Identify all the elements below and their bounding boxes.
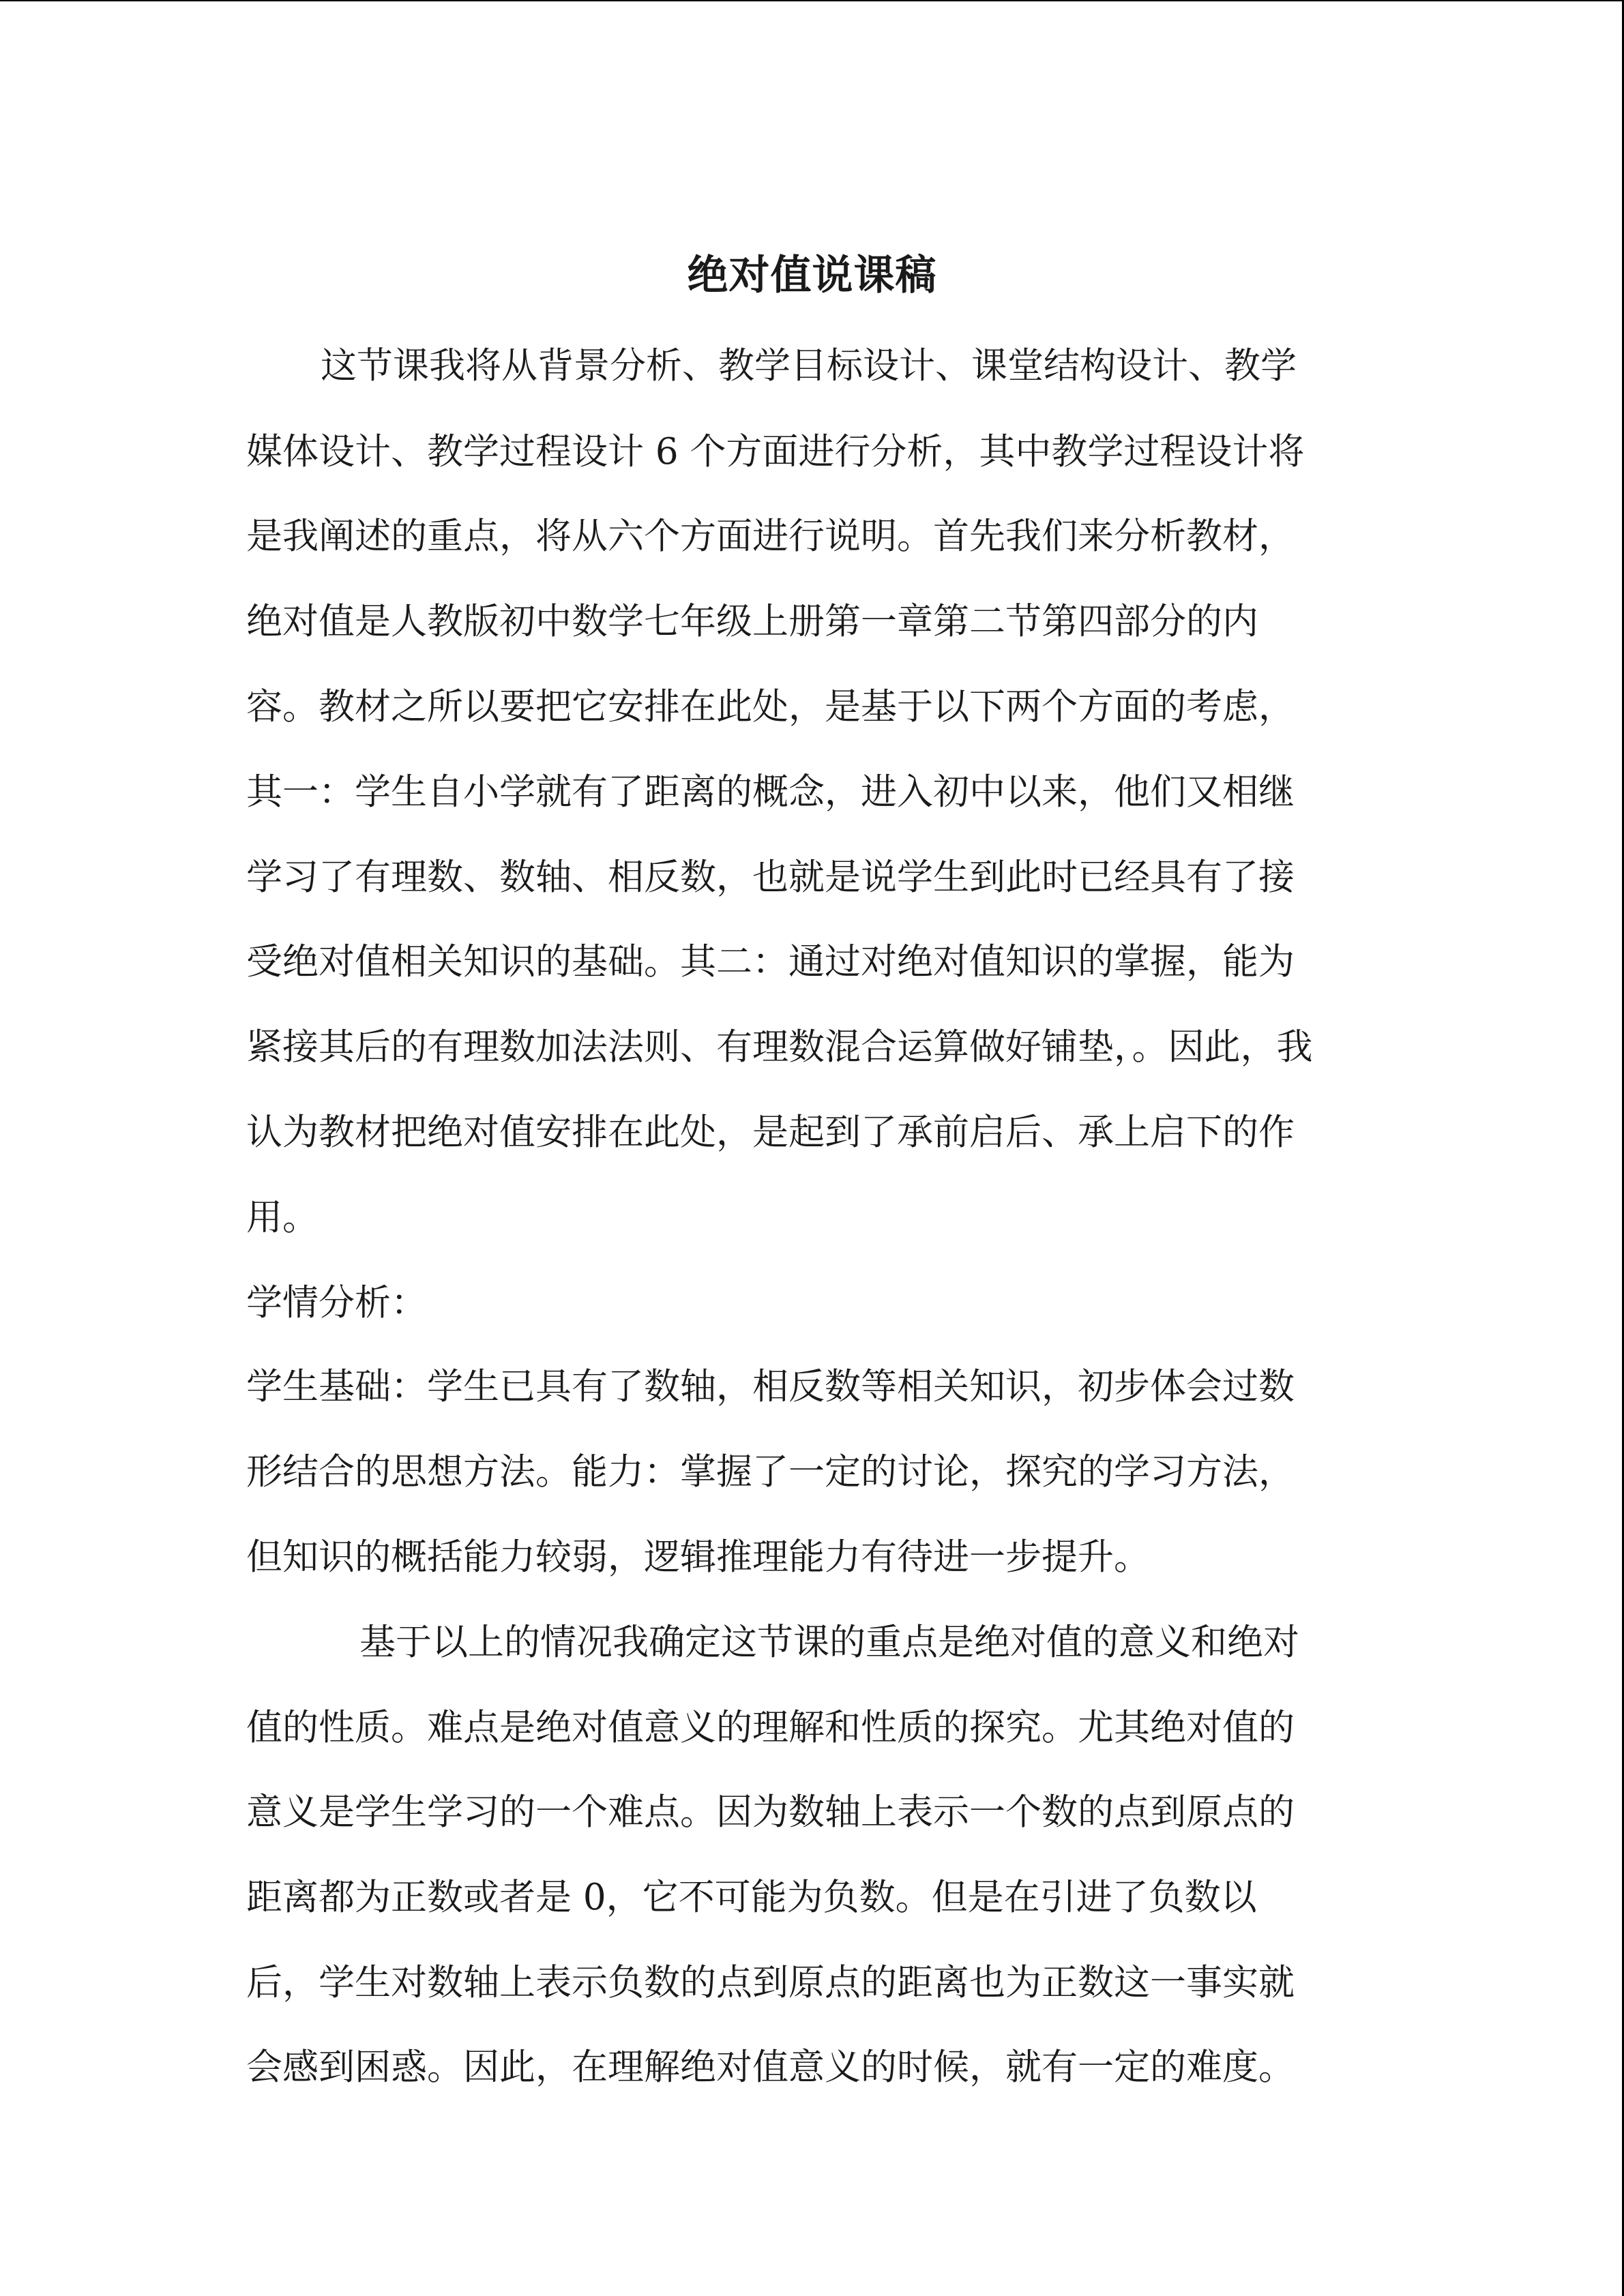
section-heading: 学情分析： <box>246 1282 427 1324</box>
paragraph-line: 这节课我将从背景分析、教学目标设计、课堂结构设计、教学 <box>321 345 1297 387</box>
paragraph-line: 绝对值是人教版初中数学七年级上册第一章第二节第四部分的内 <box>246 601 1258 642</box>
paragraph-line: 意义是学生学习的一个难点。因为数轴上表示一个数的点到原点的 <box>246 1791 1295 1833</box>
paragraph-line: 学生基础：学生已具有了数轴，相反数等相关知识，初步体会过数 <box>246 1366 1295 1407</box>
paragraph-line: 用。 <box>246 1197 319 1238</box>
paragraph-line: 会感到困惑。因此，在理解绝对值意义的时候，就有一定的难度。 <box>246 2046 1295 2088</box>
document-title: 绝对值说课稿 <box>687 252 937 299</box>
paragraph-line: 形结合的思想方法。能力：掌握了一定的讨论，探究的学习方法， <box>246 1451 1295 1493</box>
paragraph-line: 值的性质。难点是绝对值意义的理解和性质的探究。尤其绝对值的 <box>246 1707 1295 1748</box>
paragraph-line: 但知识的概括能力较弱，逻辑推理能力有待进一步提升。 <box>246 1536 1150 1578</box>
paragraph-line: 认为教材把绝对值安排在此处，是起到了承前启后、承上启下的作 <box>246 1112 1295 1153</box>
paragraph-line: 是我阐述的重点，将从六个方面进行说明。首先我们来分析教材， <box>246 516 1295 557</box>
paragraph-line: 其一：学生自小学就有了距离的概念，进入初中以来，他们又相继 <box>246 771 1295 813</box>
paragraph-line: 基于以上的情况我确定这节课的重点是绝对值的意义和绝对 <box>359 1622 1299 1663</box>
paragraph-line: 距离都为正数或者是 0，它不可能为负数。但是在引进了负数以 <box>246 1877 1257 1918</box>
paragraph-line: 受绝对值相关知识的基础。其二：通过对绝对值知识的掌握，能为 <box>246 941 1295 983</box>
paragraph-line: 后，学生对数轴上表示负数的点到原点的距离也为正数这一事实就 <box>246 1962 1295 2003</box>
paragraph-line: 紧接其后的有理数加法法则、有理数混合运算做好铺垫，。因此，我 <box>246 1026 1313 1068</box>
paragraph-line: 媒体设计、教学过程设计 6 个方面进行分析，其中教学过程设计将 <box>246 431 1305 473</box>
paragraph-line: 学习了有理数、数轴、相反数，也就是说学生到此时已经具有了接 <box>246 856 1295 898</box>
paragraph-line: 容。教材之所以要把它安排在此处，是基于以下两个方面的考虑， <box>246 686 1295 728</box>
